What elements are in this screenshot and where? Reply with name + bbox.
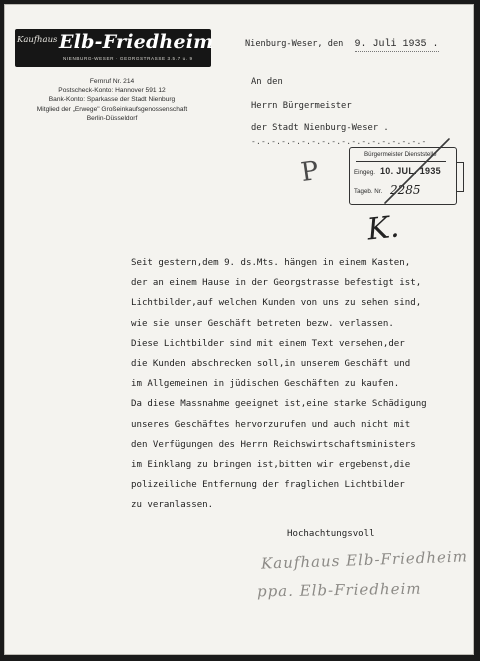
body-line: im Einklang zu bringen ist,bitten wir ergebenst,die bbox=[131, 460, 411, 471]
company-postal-account: Postscheck-Konto: Hannover 591 12 bbox=[58, 87, 166, 95]
body-line: der an einem Hause in der Georgstrasse befestigt ist, bbox=[131, 278, 422, 289]
letter-body bbox=[131, 253, 427, 516]
stamp-received-date: 10. JUL. 1935 bbox=[380, 166, 441, 176]
stamp-journal-number: 2285 bbox=[390, 183, 421, 197]
handwritten-p-mark: P bbox=[298, 155, 321, 189]
company-membership-city: Berlin-Düsseldorf bbox=[86, 114, 138, 122]
company-membership: Mitglied der „Erwege" Großeinkaufsgenossenschaft bbox=[36, 105, 188, 113]
stamp-journal-label: Tageb. Nr. bbox=[354, 188, 383, 195]
body-line: polizeiliche Entfernung der fraglichen Lichtbilder bbox=[131, 480, 405, 491]
company-info bbox=[15, 77, 209, 123]
body-line: Seit gestern,dem 9. ds.Mts. hängen in einem Kasten, bbox=[131, 258, 411, 268]
recipient-line-2: Herrn Bürgermeister bbox=[251, 101, 352, 111]
company-bank-account: Bank-Konto: Sparkasse der Stadt Nienburg bbox=[48, 96, 176, 104]
body-line: Lichtbilder,auf welchen Kunden von uns zu sehen sind, bbox=[131, 298, 422, 309]
body-line: den Verfügungen des Herrn Reichswirtschaftsministers bbox=[131, 439, 416, 450]
body-line: die Kunden abschrecken soll,in unserem Geschäft und bbox=[131, 359, 411, 370]
body-line: Da diese Massnahme geeignet ist,eine starke Schädigung bbox=[131, 399, 427, 410]
letter-page bbox=[4, 4, 474, 655]
logo-subtitle: NIENBURG-WESER · GEORGSTRASSE 3.5.7 u. 9 bbox=[63, 56, 193, 61]
dateline-place: Nienburg-Weser, den bbox=[245, 39, 344, 49]
closing-salutation: Hochachtungsvoll bbox=[287, 529, 375, 539]
logo-name: Elb-Friedheim bbox=[59, 31, 214, 53]
signature-1: Kaufhaus Elb-Friedheim bbox=[260, 547, 469, 573]
dateline bbox=[245, 39, 439, 50]
company-logo bbox=[15, 29, 214, 67]
handwritten-k-initial: K. bbox=[365, 209, 401, 248]
body-line: zu veranlassen. bbox=[131, 500, 214, 511]
body-line: unseres Geschäftes hervorzurufen und auch nicht mit bbox=[131, 419, 411, 430]
company-phone: Fernruf Nr. 214 bbox=[89, 78, 135, 85]
recipient-underline: -.-.-.-.-.-.-.-.-.-.-.-.-.-.-.-.-.- bbox=[251, 137, 427, 146]
recipient-line-1: An den bbox=[251, 77, 283, 87]
stamp-pen-slash bbox=[345, 133, 465, 213]
signature-2: ppa. Elb-Friedheim bbox=[256, 579, 422, 601]
recipient-line-3: der Stadt Nienburg-Weser . bbox=[251, 123, 389, 133]
body-line: wie sie unser Geschäft betreten bezw. verlassen. bbox=[131, 318, 394, 329]
body-line: im Allgemeinen in jüdischen Geschäften zu kaufen. bbox=[131, 379, 400, 390]
stamp-office: Bürgermeister Dienststelle bbox=[364, 151, 437, 158]
stamp-received-label: Eingeg. bbox=[354, 169, 375, 176]
body-line: Diese Lichtbilder sind mit einem Text versehen,der bbox=[131, 338, 405, 349]
logo-prefix: Kaufhaus bbox=[17, 35, 58, 45]
dateline-date: 9. Juli 1935 . bbox=[354, 39, 439, 50]
